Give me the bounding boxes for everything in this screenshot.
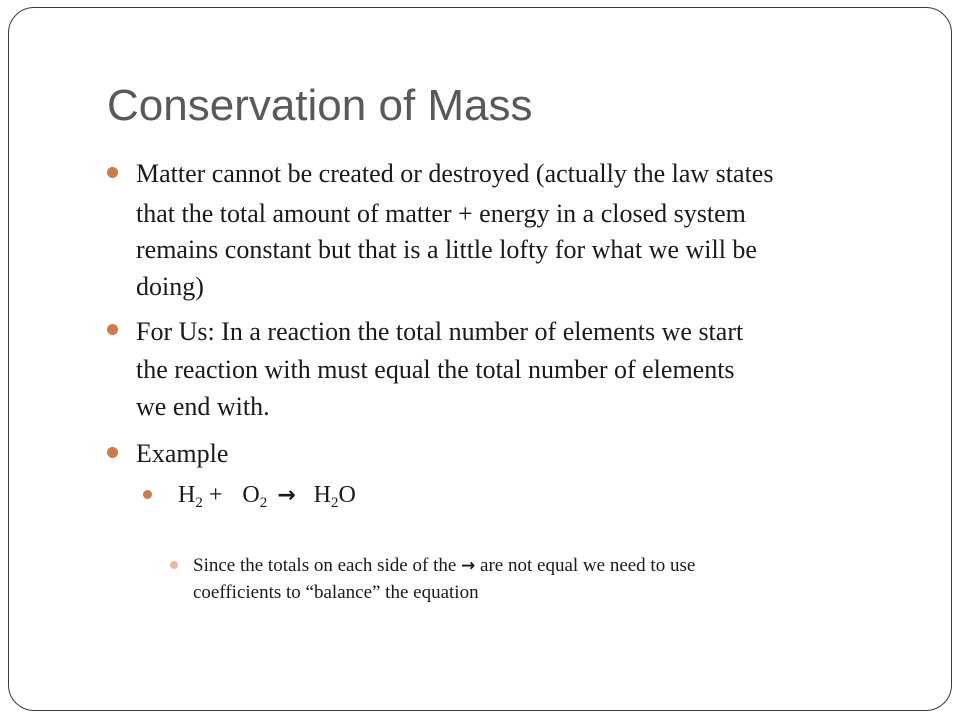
sub-sub-bullet-marker [170,561,178,569]
bullet-1-line-4: doing) [136,272,204,301]
bullet-marker [107,167,118,178]
equation-o-subscript: 2 [259,495,268,511]
bullet-marker [107,324,118,335]
note-line-2: coefficients to “balance” the equation [193,582,479,603]
slide-title: Conservation of Mass [107,81,533,130]
note-line-1 [193,553,695,579]
bullet-2-line-1: For Us: In a reaction the total number of elements we start [136,317,744,346]
chemical-equation [178,480,356,511]
note-arrow-icon: → [461,556,476,576]
bullet-marker [107,447,118,458]
note-text-part2: are not equal we need to use [480,555,696,576]
equation-plus: + [208,482,223,508]
equation-h-subscript: 2 [195,495,203,511]
equation-product-h-subscript: 2 [331,495,339,511]
bullet-2-line-3: we end with. [136,392,270,421]
equation-product-o: O [338,482,356,508]
equation-h: H [178,482,196,508]
sub-bullet-marker [143,490,152,499]
reaction-arrow-icon: → [277,483,296,508]
bullet-1-line-3: remains constant but that is a little lofty for what we will be [136,235,757,264]
equation-o: O [242,482,260,508]
bullet-1-line-2: that the total amount of matter + energy in a closed system [136,199,746,228]
bullet-3-line-1: Example [136,439,229,468]
bullet-1-line-1: Matter cannot be created or destroyed (actually the law states [136,159,774,188]
note-text-part1: Since the totals on each side of the [193,555,457,576]
bullet-2-line-2: the reaction with must equal the total number of elements [136,355,735,384]
equation-product-h: H [313,482,332,508]
